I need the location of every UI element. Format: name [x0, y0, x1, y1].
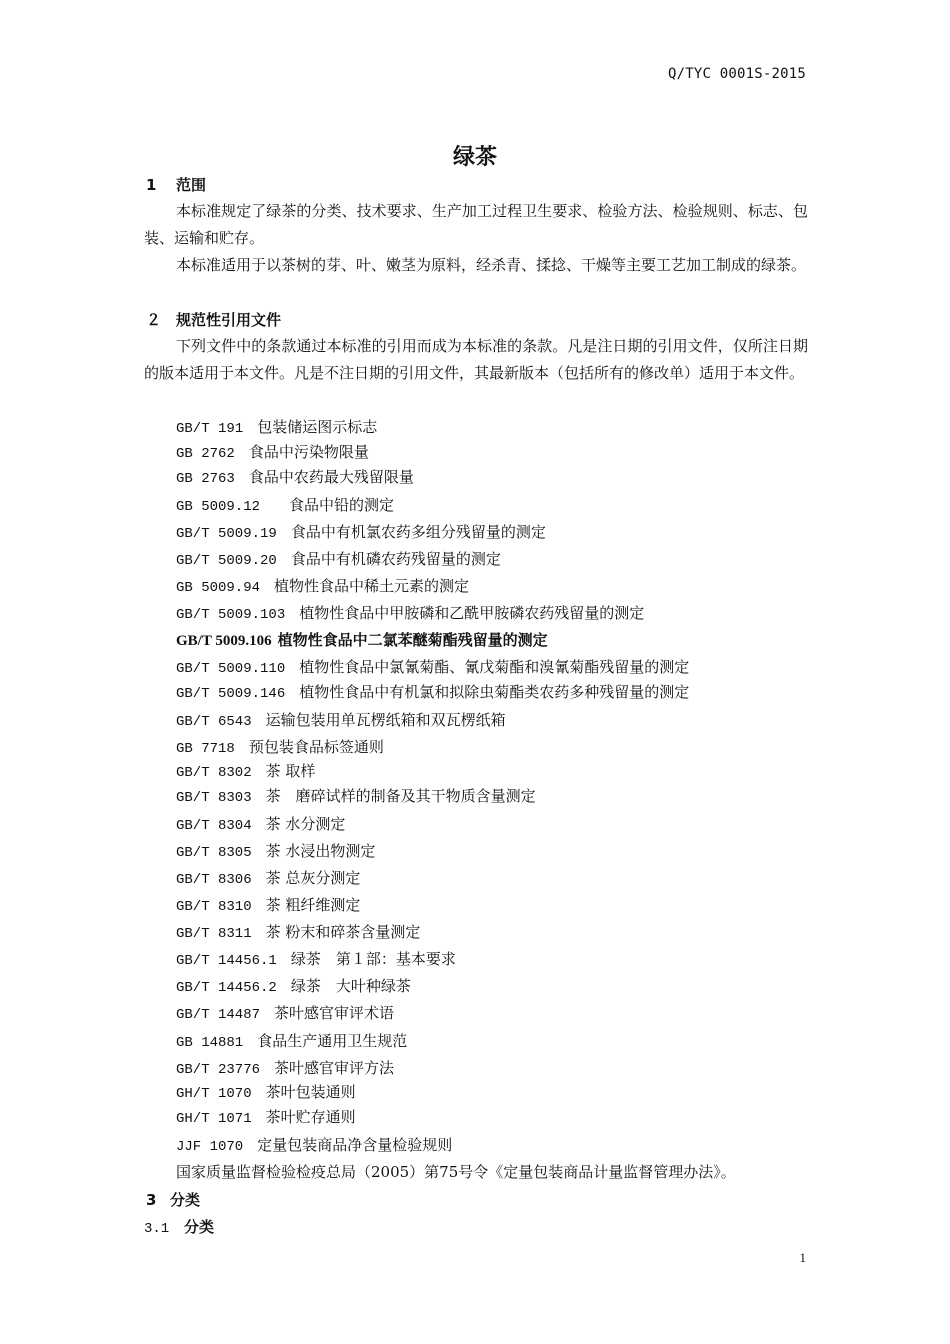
- reference-item: [176, 867, 360, 888]
- reference-name: 植物性食品中有机氯和拟除虫菊酯类农药多种残留量的测定: [299, 683, 690, 701]
- reference-code: GB/T 5009.103: [176, 607, 286, 623]
- reference-code: GB 14881: [176, 1035, 244, 1051]
- reference-code: GB/T 8306: [176, 872, 252, 888]
- scope-paragraph-1: 本标准规定了绿茶的分类、技术要求、生产加工过程卫生要求、检验方法、检验规则、标志、包装、运输和贮存。: [144, 202, 808, 247]
- reference-item: [176, 1002, 394, 1023]
- reference-code: GB/T 5009.146: [176, 686, 286, 702]
- reference-item: [176, 736, 384, 757]
- scope-paragraph-2: 本标准适用于以茶树的芽、叶、嫩茎为原料，经杀青、揉捻、干燥等主要工艺加工制成的绿茶。: [176, 256, 807, 274]
- reference-name: 茶 水浸出物测定: [265, 842, 376, 860]
- standard-code: Q/TYC 0001S-2015: [667, 66, 806, 82]
- section-number: ２: [146, 311, 162, 329]
- document-title: 绿茶: [452, 145, 497, 170]
- reference-item: [176, 948, 456, 969]
- reference-item: [176, 656, 689, 677]
- reference-code: GB/T 14487: [176, 1007, 261, 1023]
- reference-code: GB/T 5009.106: [176, 633, 272, 649]
- page-number: 1: [799, 1250, 806, 1265]
- reference-item: [176, 416, 377, 437]
- reference-code: GH/T 1070: [176, 1086, 252, 1102]
- reference-item: [176, 785, 536, 806]
- reference-code: GB/T 14456.1: [176, 953, 277, 969]
- reference-name: 植物性食品中氯氰菊酯、氰戊菊酯和溴氰菊酯残留量的测定: [299, 658, 690, 676]
- reference-name: 茶 总灰分测定: [265, 869, 361, 887]
- reference-name: 食品生产通用卫生规范: [257, 1032, 408, 1050]
- reference-name: 植物性食品中二氯苯醚菊酯残留量的测定: [277, 631, 548, 649]
- reference-code: GB/T 6543: [176, 714, 252, 730]
- section-2-heading: [146, 309, 281, 330]
- reference-code: GB/T 5009.110: [176, 661, 286, 677]
- reference-code: GB/T 14456.2: [176, 980, 277, 996]
- reference-name: 植物性食品中稀土元素的测定: [274, 577, 470, 595]
- section-number: 1: [146, 176, 157, 194]
- reference-code: JJF 1070: [176, 1139, 244, 1155]
- regulation-reference: 国家质量监督检验检疫总局（2005）第75号令《定量包装商品计量监督管理办法》。: [176, 1163, 736, 1181]
- reference-name: 食品中污染物限量: [248, 443, 369, 461]
- reference-item: [176, 521, 546, 542]
- reference-code: GB 2762: [176, 446, 235, 462]
- references-intro: 下列文件中的条款通过本标准的引用而成为本标准的条款。凡是注日期的引用文件，仅所注日期的版本适用于本文件。凡是不注日期的引用文件，其最新版本（包括所有的修改单）适用于本文件。: [144, 337, 808, 382]
- reference-item: [176, 1134, 452, 1155]
- reference-code: GB/T 5009.19: [176, 526, 277, 542]
- reference-name: 包装储运图示标志: [257, 418, 378, 436]
- reference-name: 食品中有机氯农药多组分残留量的测定: [290, 523, 546, 541]
- reference-name: 茶 取样: [265, 762, 316, 780]
- reference-name: 茶叶感官审评术语: [274, 1004, 395, 1022]
- section-number: 3: [146, 1191, 157, 1209]
- reference-item: [176, 975, 411, 996]
- reference-name: 绿茶 大叶种绿茶: [290, 977, 411, 995]
- section-number: 3.1: [144, 1221, 170, 1237]
- reference-code: GB 7718: [176, 741, 235, 757]
- reference-name: 食品中农药最大残留限量: [248, 468, 414, 486]
- reference-item: [176, 813, 345, 834]
- reference-code: GB/T 191: [176, 421, 244, 437]
- reference-name: 茶 粉末和碎茶含量测定: [265, 923, 421, 941]
- reference-item: [176, 1057, 394, 1078]
- reference-code: GB/T 8305: [176, 845, 252, 861]
- reference-item: [176, 575, 469, 596]
- section-title: 分类: [170, 1191, 201, 1209]
- reference-name: 茶 水分测定: [265, 815, 346, 833]
- reference-name: 茶叶贮存通则: [265, 1108, 356, 1126]
- reference-name: 预包装食品标签通则: [248, 738, 384, 756]
- reference-code: GB/T 5009.20: [176, 553, 277, 569]
- reference-item: [176, 921, 420, 942]
- reference-item: [176, 894, 360, 915]
- reference-item: [176, 681, 689, 702]
- reference-item: [176, 1081, 356, 1102]
- section-1-heading: [146, 174, 206, 195]
- reference-name: 茶 磨碎试样的制备及其干物质含量测定: [265, 787, 536, 805]
- reference-code: GB/T 23776: [176, 1062, 261, 1078]
- reference-item: [176, 760, 315, 781]
- reference-name: 植物性食品中甲胺磷和乙酰甲胺磷农药残留量的测定: [299, 604, 645, 622]
- reference-name: 茶叶感官审评方法: [274, 1059, 395, 1077]
- reference-code: GB 5009.12: [176, 499, 261, 515]
- reference-name: 运输包装用单瓦楞纸箱和双瓦楞纸箱: [265, 711, 506, 729]
- reference-item: [176, 602, 644, 623]
- reference-item: [176, 466, 414, 487]
- reference-name: 食品中有机磷农药残留量的测定: [290, 550, 501, 568]
- reference-item: [176, 494, 394, 515]
- section-3-1-heading: [144, 1216, 214, 1237]
- reference-code: GB 2763: [176, 471, 235, 487]
- reference-code: GB 5009.94: [176, 580, 261, 596]
- reference-item: [176, 709, 506, 730]
- reference-name: 定量包装商品净含量检验规则: [257, 1136, 453, 1154]
- reference-name: 食品中铅的测定: [274, 496, 395, 514]
- reference-item: [176, 1106, 356, 1127]
- reference-item: [176, 1030, 407, 1051]
- reference-name: 绿茶 第１部：基本要求: [290, 950, 456, 968]
- section-title: 分类: [184, 1218, 215, 1236]
- reference-item: [176, 548, 501, 569]
- reference-code: GH/T 1071: [176, 1111, 252, 1127]
- reference-code: GB/T 8310: [176, 899, 252, 915]
- reference-name: 茶 粗纤维测定: [265, 896, 361, 914]
- reference-item: [176, 629, 548, 650]
- section-title: 规范性引用文件: [176, 311, 282, 329]
- reference-item: [176, 840, 375, 861]
- reference-item: [176, 441, 369, 462]
- reference-code: GB/T 8303: [176, 790, 252, 806]
- reference-code: GB/T 8311: [176, 926, 252, 942]
- section-title: 范围: [176, 176, 207, 194]
- reference-code: GB/T 8304: [176, 818, 252, 834]
- section-3-heading: [146, 1189, 200, 1210]
- reference-code: GB/T 8302: [176, 765, 252, 781]
- reference-name: 茶叶包装通则: [265, 1083, 356, 1101]
